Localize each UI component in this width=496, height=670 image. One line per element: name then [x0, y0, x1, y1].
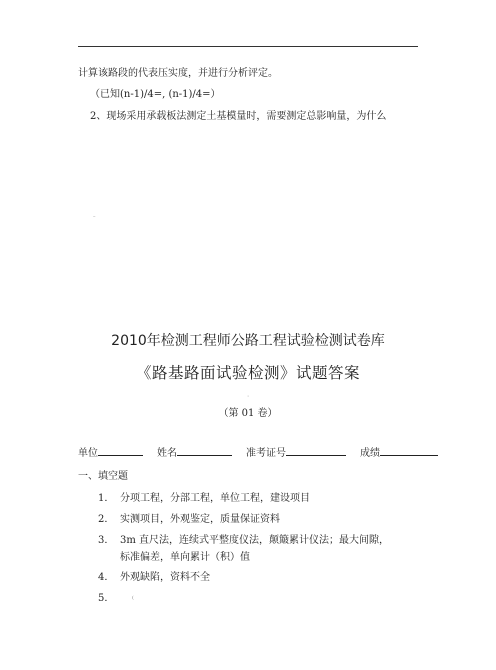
answer-item-3	[98, 534, 389, 547]
stray-mark-dash: –	[93, 214, 96, 220]
unit-field[interactable]	[98, 445, 143, 456]
answer-text: 3m 直尺法，连续式平整度仪法，颠簸累计仪法；最大间隙，	[120, 535, 390, 546]
answer-text: 分项工程，分部工程，单位工程，建设项目	[120, 493, 310, 504]
exam-number-field[interactable]	[286, 445, 346, 456]
answer-item-4	[98, 571, 210, 584]
score-label: 成绩	[360, 448, 380, 459]
question-2-text: 2、现场采用承载板法测定土基模量时，需要测定总影响量，为什么	[90, 111, 387, 122]
name-field[interactable]	[177, 445, 232, 456]
answer-item-5	[98, 592, 120, 605]
question-text-line-1: 计算该路段的代表压实度，并进行分析评定。	[78, 68, 278, 79]
page-subtitle: 《路基路面试验检测》试题答案	[135, 364, 360, 382]
answer-number: 5．	[98, 593, 115, 604]
unit-label: 单位	[78, 448, 98, 459]
page-title: 2010年检测工程师公路工程试验检测试卷库	[111, 333, 385, 349]
volume-label: （第 01 卷）	[218, 408, 278, 419]
answer-item-1	[98, 492, 310, 505]
question-text-line-2: （已知(n-1)/4=, (n-1)/4=）	[90, 89, 221, 100]
candidate-info-row	[78, 445, 438, 460]
header-rule	[78, 46, 418, 47]
answer-number: 1．	[98, 493, 115, 504]
answer-text: 实测项目，外观鉴定，质量保证资料	[120, 514, 280, 525]
stray-mark: '	[247, 395, 249, 401]
answer-item-2	[98, 513, 280, 526]
section-heading: 一、填空题	[78, 471, 128, 482]
answer-item-3-continued: 标准偏差，单向累计（积）值	[120, 552, 250, 563]
exam-number-label: 准考证号	[246, 448, 286, 459]
answer-number: 3．	[98, 535, 115, 546]
score-field[interactable]	[380, 445, 438, 456]
answer-text: 外观缺陷，资料不全	[120, 572, 210, 583]
stray-mark-paren: (	[132, 595, 134, 601]
answer-number: 2．	[98, 514, 115, 525]
answer-number: 4．	[98, 572, 115, 583]
name-label: 姓名	[157, 448, 177, 459]
